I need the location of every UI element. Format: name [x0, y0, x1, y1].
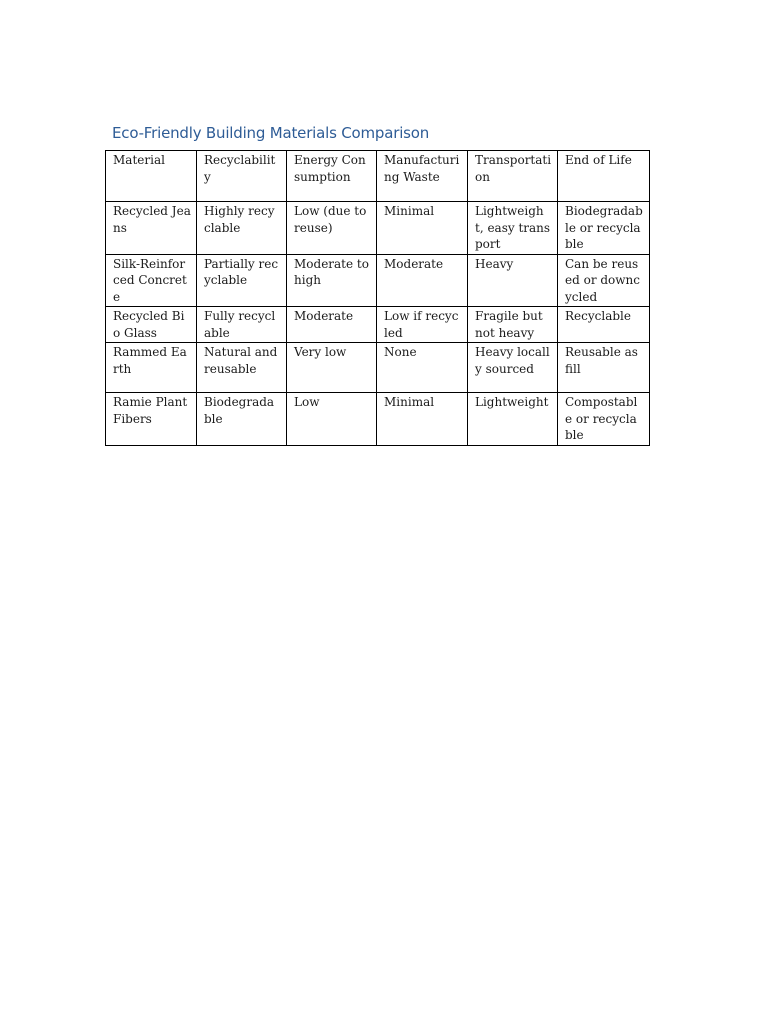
table-cell: [197, 393, 287, 446]
cell-energy-consumption: Moderate to high: [294, 256, 369, 287]
cell-manufacturing-waste: Moderate: [384, 256, 444, 271]
table-cell: [558, 307, 650, 343]
table-row: [106, 393, 650, 446]
header-energy-consumption: Energy Consumption: [294, 153, 366, 184]
cell-energy-consumption: Moderate: [294, 309, 354, 323]
cell-material: Rammed Earth: [113, 345, 187, 376]
table-cell: [558, 393, 650, 446]
table-cell: [468, 254, 558, 307]
table-cell: [287, 393, 377, 446]
header-cell: [197, 151, 287, 202]
cell-transportation: Fragile but not heavy: [475, 309, 543, 340]
table-cell: [468, 393, 558, 446]
cell-end-of-life: Recyclable: [565, 309, 631, 323]
table-cell: [468, 343, 558, 393]
table-cell: [197, 254, 287, 307]
header-end-of-life: End of Life: [565, 153, 632, 167]
table-cell: [558, 254, 650, 307]
cell-end-of-life: Reusable as fill: [565, 345, 638, 376]
table-cell: [468, 202, 558, 255]
cell-transportation: Lightweight, easy transport: [475, 204, 551, 251]
cell-energy-consumption: Very low: [294, 345, 347, 359]
table-cell: [287, 254, 377, 307]
cell-recyclability: Partially recyclable: [204, 256, 279, 287]
table-row: [106, 307, 650, 343]
table-cell: [197, 307, 287, 343]
cell-end-of-life: Biodegradable or recyclable: [565, 204, 643, 251]
table-cell: [106, 393, 197, 446]
cell-energy-consumption: Low (due to reuse): [294, 204, 367, 235]
header-material: Material: [113, 153, 165, 167]
table-cell: [197, 343, 287, 393]
cell-recyclability: Natural and reusable: [204, 345, 278, 376]
table-cell: [287, 343, 377, 393]
header-cell: [106, 151, 197, 202]
header-cell: [468, 151, 558, 202]
header-cell: [558, 151, 650, 202]
header-recyclability: Recyclability: [204, 153, 276, 184]
table-cell: [106, 343, 197, 393]
table-row: [106, 343, 650, 393]
cell-material: Silk-Reinforced Concrete: [113, 256, 187, 304]
cell-material: Ramie Plant Fibers: [113, 395, 188, 426]
cell-recyclability: Biodegradable: [204, 395, 275, 426]
cell-recyclability: Fully recyclable: [204, 309, 276, 340]
header-cell: [377, 151, 468, 202]
cell-transportation: Heavy locally sourced: [475, 345, 550, 376]
table-header-row: [106, 151, 650, 202]
cell-energy-consumption: Low: [294, 395, 320, 409]
table-cell: [558, 202, 650, 255]
header-manufacturing-waste: Manufacturing Waste: [384, 153, 460, 184]
cell-material: Recycled Bio Glass: [113, 309, 185, 340]
cell-transportation: Lightweight: [475, 395, 549, 409]
cell-end-of-life: Can be reused or downcycled: [565, 256, 640, 304]
header-cell: [287, 151, 377, 202]
cell-end-of-life: Compostable or recyclable: [565, 395, 638, 442]
table-cell: [377, 307, 468, 343]
materials-comparison-table: [105, 150, 650, 446]
table-row: [106, 254, 650, 307]
table-cell: [468, 307, 558, 343]
table-cell: [197, 202, 287, 255]
table-cell: [106, 254, 197, 307]
table-cell: [377, 202, 468, 255]
header-transportation: Transportation: [475, 153, 552, 184]
document-title: Eco-Friendly Building Materials Comparison: [112, 124, 430, 142]
table-row: [106, 202, 650, 255]
cell-recyclability: Highly recyclable: [204, 204, 275, 235]
table-cell: [377, 343, 468, 393]
table-cell: [106, 307, 197, 343]
cell-manufacturing-waste: Low if recycled: [384, 309, 459, 340]
cell-manufacturing-waste: Minimal: [384, 204, 435, 218]
table-cell: [377, 254, 468, 307]
table-cell: [558, 343, 650, 393]
cell-manufacturing-waste: None: [384, 345, 417, 359]
table-cell: [287, 202, 377, 255]
table-cell: [287, 307, 377, 343]
cell-manufacturing-waste: Minimal: [384, 395, 435, 409]
cell-transportation: Heavy: [475, 256, 514, 271]
cell-material: Recycled Jeans: [113, 204, 191, 235]
table-cell: [106, 202, 197, 255]
table-cell: [377, 393, 468, 446]
